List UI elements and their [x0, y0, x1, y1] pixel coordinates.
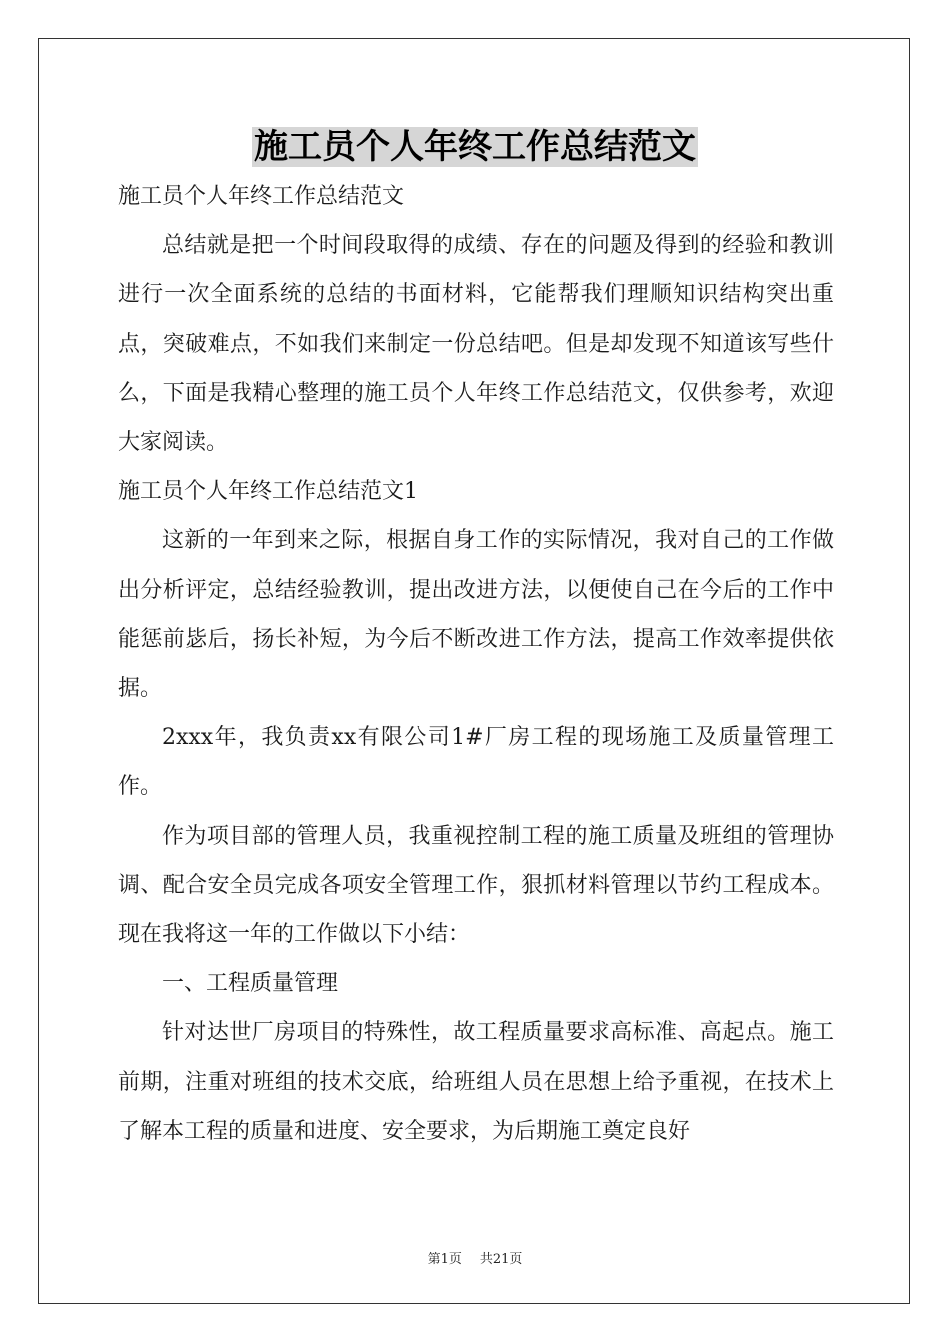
paragraph: 针对达世厂房项目的特殊性，故工程质量要求高标准、高起点。施工前期，注重对班组的技术交底，给班组人员在思想上给予重视，在技术上了解本工程的质量和进度、安全要求，为后期施工奠定良好: [118, 1020, 834, 1144]
paragraph: 作为项目部的管理人员，我重视控制工程的施工质量及班组的管理协调、配合安全员完成各项安全管理工作，狠抓材料管理以节约工程成本。现在我将这一年的工作做以下小结：: [118, 823, 834, 948]
document-body: [118, 172, 834, 1156]
document-title-text: 施工员个人年终工作总结范文: [254, 127, 696, 167]
paragraph: 2xxx年，我负责xx有限公司1#厂房工程的现场施工及质量管理工作。: [118, 725, 834, 800]
page-total: 共21页: [479, 1252, 523, 1267]
paragraph: 施工员个人年终工作总结范文1: [118, 479, 418, 505]
page-footer: [0, 1248, 950, 1267]
section-heading: 一、工程质量管理: [162, 971, 339, 997]
paragraph: 施工员个人年终工作总结范文: [118, 184, 405, 209]
paragraph: 总结就是把一个时间段取得的成绩、存在的问题及得到的经验和教训进行一次全面系统的总结的书面材料，它能帮我们理顺知识结构突出重点，突破难点，不如我们来制定一份总结吧。但是却发现不知道该写些什么，下面是我精心整理的施工员个人年终工作总结范文，仅供参考，欢迎大家阅读。: [118, 233, 834, 456]
page-number: 第1页: [427, 1252, 462, 1267]
paragraph: 这新的一年到来之际，根据自身工作的实际情况，我对自己的工作做出分析评定，总结经验教训，提出改进方法，以便使自己在今后的工作中能惩前毖后，扬长补短，为今后不断改进工作方法，提高工作效率提供依据。: [118, 528, 834, 702]
document-title: [0, 124, 950, 170]
